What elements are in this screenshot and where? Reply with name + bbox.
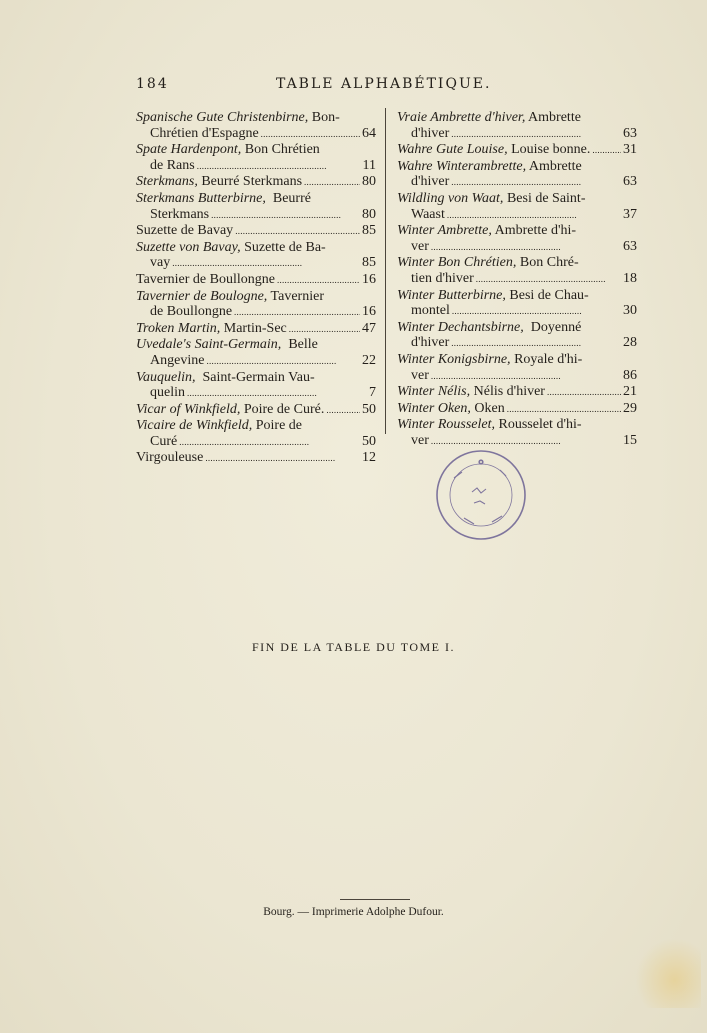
leader-dots <box>431 368 621 385</box>
leader-dots <box>179 434 360 451</box>
entry-text: Nélis d'hiver <box>470 384 545 400</box>
variety-name: Spate Hardenpont, <box>136 142 242 158</box>
entry-text: Beurré Sterkmans <box>197 174 303 190</box>
variety-name: Troken Martin, <box>136 320 221 336</box>
index-line <box>397 433 637 450</box>
entry-text: Bon Chrétien <box>241 142 320 158</box>
entry-text: Waast <box>411 206 445 222</box>
index-entry <box>397 288 637 320</box>
entry-text: Bon- <box>308 110 340 125</box>
end-of-table-note: FIN DE LA TABLE DU TOME I. <box>251 640 456 654</box>
page-ref: 86 <box>623 367 637 383</box>
index-line <box>397 271 637 288</box>
variety-name: Suzette von Bavay, <box>136 239 241 255</box>
entry-text: Bon Chré- <box>516 255 579 271</box>
index-line <box>136 223 376 240</box>
index-entry <box>136 289 376 321</box>
variety-name: Winter Ambrette, <box>397 223 492 239</box>
leader-dots <box>172 255 360 272</box>
variety-name: Wildling von Waat, <box>397 190 504 206</box>
index-entry <box>397 352 637 384</box>
entry-text: Doyenné <box>523 319 582 335</box>
entry-text: Besi de Chau- <box>505 287 589 303</box>
index-entry <box>136 191 376 223</box>
page-ref: 11 <box>362 157 376 173</box>
index-line <box>397 191 637 207</box>
variety-name: Wahre Gute Louise, <box>397 142 508 158</box>
index-line <box>136 370 376 386</box>
variety-name: Vicaire de Winkfield, <box>136 418 253 434</box>
variety-name: Vicar of Winkfield, <box>136 401 241 417</box>
index-entry <box>397 417 637 449</box>
page-ref: 15 <box>623 432 637 448</box>
leader-dots <box>235 223 360 240</box>
variety-name: Winter Dechantsbirne, <box>397 319 524 335</box>
leader-dots <box>205 450 360 467</box>
entry-text: Tavernier de Boullongne <box>136 271 275 287</box>
index-entry <box>136 174 376 191</box>
index-entry <box>397 384 637 401</box>
entry-text: Poire de <box>252 418 303 434</box>
page-ref: 12 <box>362 450 376 466</box>
entry-text: Sterkmans <box>150 206 210 222</box>
index-line <box>397 223 637 239</box>
index-column-right <box>397 110 637 449</box>
entry-text: Ambrette <box>525 110 581 125</box>
index-line <box>397 159 637 175</box>
index-entry <box>136 240 376 272</box>
page-ref: 80 <box>362 174 376 190</box>
variety-name: Vauquelin, <box>136 369 196 385</box>
entry-text: Poire de Curé. <box>240 401 325 417</box>
entry-text: quelin <box>150 385 185 401</box>
entry-text: Rousselet d'hi- <box>495 417 582 433</box>
entry-text: Suzette de Bavay <box>136 223 234 239</box>
page-ref: 64 <box>362 125 376 141</box>
index-entry <box>136 450 376 467</box>
index-entry <box>397 142 637 159</box>
entry-text: Oken <box>470 400 505 416</box>
leader-dots <box>211 207 360 224</box>
variety-name: Sterkmans, <box>136 174 198 190</box>
page-ref: 63 <box>623 238 637 254</box>
page-ref: 18 <box>623 270 637 286</box>
page-ref: 50 <box>362 401 376 417</box>
page-ref: 85 <box>362 255 376 271</box>
page-ref: 29 <box>623 400 637 416</box>
index-entry <box>136 142 376 174</box>
index-line <box>397 384 637 401</box>
variety-name: Winter Butterbirne, <box>397 287 506 303</box>
entry-text: Royale d'hi- <box>510 351 583 367</box>
index-line <box>136 207 376 224</box>
entry-text: Saint-Germain Vau- <box>195 369 315 385</box>
page-ref: 30 <box>623 303 637 319</box>
index-line <box>136 385 376 402</box>
index-line <box>136 353 376 370</box>
entry-text: Tavernier <box>267 288 324 304</box>
page-ref: 31 <box>623 142 637 158</box>
index-entry <box>397 255 637 287</box>
leader-dots <box>431 239 621 256</box>
index-entry <box>136 223 376 240</box>
entry-text: Louise bonne. <box>507 142 591 158</box>
index-line <box>136 174 376 191</box>
variety-name: Wahre Winterambrette, <box>397 158 527 174</box>
entry-text: Suzette de Ba- <box>240 239 326 255</box>
leader-dots <box>451 335 621 352</box>
index-line <box>136 158 376 175</box>
entry-text: ver <box>411 432 429 448</box>
entry-text: d'hiver <box>411 125 450 141</box>
leader-dots <box>234 304 360 321</box>
leader-dots <box>547 384 621 401</box>
variety-name: Winter Konigsbirne, <box>397 351 511 367</box>
index-line <box>136 272 376 289</box>
leader-dots <box>451 174 621 191</box>
index-entry <box>397 223 637 255</box>
index-line <box>397 401 637 418</box>
page-ref: 63 <box>623 174 637 190</box>
variety-name: Winter Rousselet, <box>397 417 495 433</box>
index-line <box>136 289 376 305</box>
entry-text: Beurré <box>265 190 311 206</box>
footer-rule <box>340 899 410 900</box>
entry-text: Virgouleuse <box>136 450 204 466</box>
index-line <box>397 142 637 159</box>
leader-dots <box>289 321 360 338</box>
variety-name: Sterkmans Butterbirne, <box>136 190 266 206</box>
leader-dots <box>197 158 360 175</box>
leader-dots <box>206 353 360 370</box>
page-ref: 80 <box>362 206 376 222</box>
index-entry <box>136 402 376 419</box>
index-entry <box>397 401 637 418</box>
page-ref: 16 <box>362 271 376 287</box>
variety-name: Tavernier de Boulogne, <box>136 288 268 304</box>
entry-text: Angevine <box>150 352 205 368</box>
entry-text: de Rans <box>150 157 195 173</box>
index-line <box>136 126 376 143</box>
index-line <box>136 191 376 207</box>
entry-text: Ambrette <box>526 158 582 174</box>
index-line <box>397 207 637 224</box>
index-entry <box>136 321 376 338</box>
variety-name: Winter Bon Chrétien, <box>397 255 517 271</box>
index-line <box>397 255 637 271</box>
index-line <box>397 320 637 336</box>
entry-text: Martin-Sec <box>220 320 287 336</box>
index-line <box>397 288 637 304</box>
page-title: TABLE ALPHABÉTIQUE. <box>276 76 492 92</box>
entry-text: ver <box>411 367 429 383</box>
index-line <box>136 240 376 256</box>
index-entry <box>136 110 376 142</box>
page-ref: 7 <box>369 385 376 401</box>
index-entry <box>136 272 376 289</box>
index-line <box>397 335 637 352</box>
page-ref: 85 <box>362 223 376 239</box>
entry-text: Chrétien d'Espagne <box>150 125 259 141</box>
entry-text: montel <box>411 303 450 319</box>
entry-text: Besi de Saint- <box>503 190 586 206</box>
index-entry <box>397 110 637 142</box>
index-column-left <box>136 110 376 467</box>
index-entry <box>397 191 637 223</box>
leader-dots <box>592 142 621 159</box>
index-line <box>136 110 376 126</box>
entry-text: Belle <box>281 337 318 353</box>
page-ref: 16 <box>362 304 376 320</box>
variety-name: Vraie Ambrette d'hiver, <box>397 110 526 125</box>
index-line <box>397 368 637 385</box>
index-entry <box>136 418 376 450</box>
index-line <box>136 434 376 451</box>
variety-name: Winter Oken, <box>397 400 471 416</box>
entry-text: Ambrette d'hi- <box>491 223 577 239</box>
leader-dots <box>452 303 621 320</box>
page-ref: 37 <box>623 206 637 222</box>
index-line <box>397 352 637 368</box>
entry-text: tien d'hiver <box>411 270 474 286</box>
page-number: 184 <box>136 76 169 92</box>
leader-dots <box>476 271 621 288</box>
entry-text: vay <box>150 255 171 271</box>
index-line <box>136 402 376 419</box>
page-ref: 47 <box>362 320 376 336</box>
index-line <box>136 255 376 272</box>
variety-name: Winter Nélis, <box>397 384 471 400</box>
index-entry <box>397 320 637 352</box>
variety-name: Spanische Gute Christenbirne, <box>136 110 309 125</box>
library-stamp <box>434 448 528 542</box>
leader-dots <box>187 385 360 402</box>
page-ref: 63 <box>623 125 637 141</box>
index-entry <box>397 159 637 191</box>
leader-dots <box>304 174 360 191</box>
index-line <box>136 321 376 338</box>
entry-text: de Boullongne <box>150 304 233 320</box>
index-line <box>136 337 376 353</box>
page-ref: 28 <box>623 335 637 351</box>
leader-dots <box>277 272 360 289</box>
variety-name: Uvedale's Saint-Germain, <box>136 337 282 353</box>
index-line <box>136 450 376 467</box>
printer-imprint: Bourg. — Imprimerie Adolphe Dufour. <box>263 906 444 918</box>
entry-text: Curé <box>150 433 178 449</box>
leader-dots <box>431 433 621 450</box>
index-line <box>397 239 637 256</box>
index-line <box>397 174 637 191</box>
column-divider <box>385 108 386 434</box>
index-line <box>397 417 637 433</box>
entry-text: ver <box>411 238 429 254</box>
page-ref: 50 <box>362 433 376 449</box>
entry-text: d'hiver <box>411 174 450 190</box>
leader-dots <box>451 126 621 143</box>
index-line <box>397 110 637 126</box>
entry-text: d'hiver <box>411 335 450 351</box>
paper-stain <box>635 938 701 1008</box>
index-line <box>136 142 376 158</box>
index-line <box>397 126 637 143</box>
leader-dots <box>326 402 360 419</box>
index-line <box>397 303 637 320</box>
index-entry <box>136 370 376 402</box>
leader-dots <box>447 207 621 224</box>
leader-dots <box>507 401 621 418</box>
page-ref: 21 <box>623 384 637 400</box>
leader-dots <box>261 126 360 143</box>
index-line <box>136 304 376 321</box>
index-line <box>136 418 376 434</box>
index-entry <box>136 337 376 369</box>
page-ref: 22 <box>362 352 376 368</box>
